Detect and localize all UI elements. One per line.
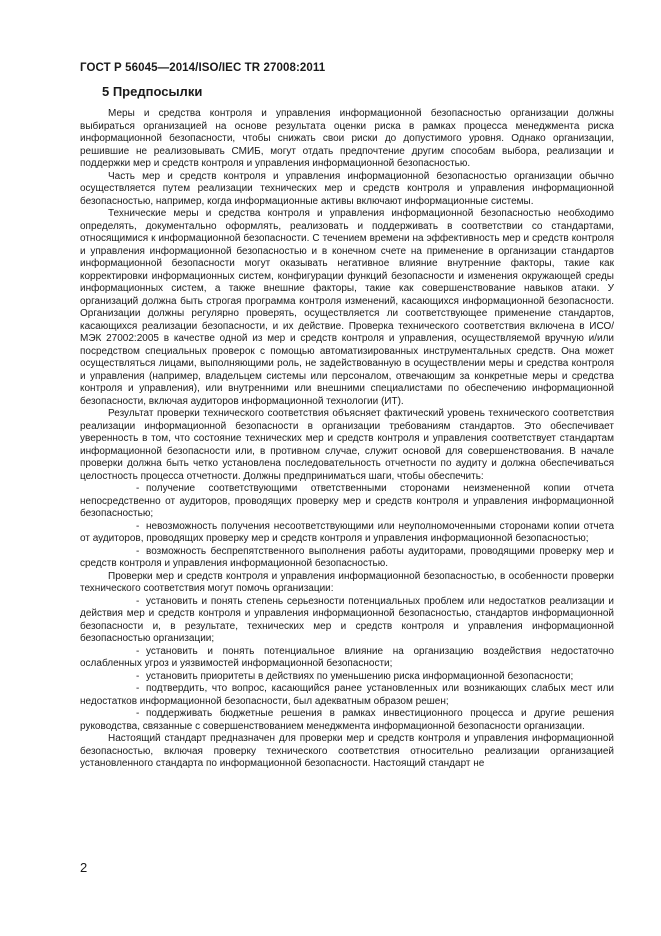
document-body [80,108,614,771]
list-item [80,596,614,646]
section-title: 5 Предпосылки [102,84,203,99]
list-item [80,546,614,571]
list-dash: - [136,595,140,607]
list-item-text: подтвердить, что вопрос, касающийся ранее установленных или возникающих слабых мест или недостатков информационной безопасности, был адекватным образом решен; [80,683,614,707]
list-item [80,521,614,546]
list-item-text: невозможность получения несоответствующими или неуполномоченными сторонами копии отчета от аудиторов, проводящих проверку мер и средств контроля и управления информационной безопасностью; [80,520,614,544]
list-item-text: возможность беспрепятственного выполнения работы аудиторами, проводящими проверку мер и средств контроля и управления информационной безопасностью. [80,545,614,569]
list-item [80,646,614,671]
paragraph: Настоящий стандарт предназначен для проверки мер и средств контроля и управления информационной безопасностью, включая проверку технического соответствия относительно реализации организацией установленного стандарта по информационной безопасности. Настоящий стандарт не [80,733,614,769]
list-item [80,708,614,733]
list-item-text: установить и понять потенциальное влияние на организацию воздействия недостаточно ослабленных угроз и уязвимостей информационной безопасности; [80,645,614,669]
list-dash: - [136,670,140,682]
list-dash: - [136,645,140,657]
list-dash: - [136,520,140,532]
list-dash: - [136,708,140,719]
paragraph: Часть мер и средств контроля и управления информационной безопасностью организации обычно осуществляется путем реализации технических мер и средств контроля и управления информационной безопасностью, например, когда информационные активы включают информационные системы. [80,170,614,207]
document-header: ГОСТ Р 56045—2014/ISO/IEC TR 27008:2011 [80,62,326,74]
list-item [80,483,614,521]
list-item [80,671,614,684]
list-dash: - [136,545,140,557]
paragraph: Проверки мер и средств контроля и управления информационной безопасностью, в особенности проверки технического соответствия могут помочь организации: [80,570,614,594]
list-item-text: установить приоритеты в действиях по уменьшению риска информационной безопасности; [146,670,574,682]
paragraph: Результат проверки технического соответствия объясняет фактический уровень технического соответствия реализации информационной безопасности в организации требованиям стандартов. Это обеспечивает уверенность в том, что состояние технических мер и средств контроля и управления соответствует стандартам информационной безопасности или, в противном случае, служит основой для совершенствования. В начале проверки должна быть четко установлена последовательность отчетности по аудиту и должна обеспечиваться целостность процесса отчетности. Должны предприниматься шаги, чтобы обеспечить: [80,408,614,482]
paragraph: Технические меры и средства контроля и управления информационной безопасностью необходимо определять, документально оформлять, реализовать и поддерживать в соответствии со стандартами, относящимися к информационной безопасности. С течением времени на эффективность мер и средств контроля и управления информационной безопасностью и в конечном счете на применение в организации стандартов информационной безопасности могут оказывать негативное влияние внутренние факторы, такие как корректировки информационных систем, конфигурации функций безопасности и изменения окружающей среды информационных систем, а также внешние факторы, такие как совершенствование навыков атаки. У организаций должна быть строгая программа контроля изменений, касающихся информационной безопасности. Организации должны регулярно проверять, осуществляется ли соответствующее применение стандартов, касающихся реализации безопасности, и их действие. Проверка технического соответствия включена в ИСО/МЭК 27002:2005 в качестве одной из мер и средств контроля и управления, осуществляемой вручную и/или посредством специальных проверок с помощью автоматизированных инструментальных средств. Она может осуществляться лицами, выполняющими роль, не задействованную в осуществлении меры и средства контроля и управления (например, владельцем системы или персоналом, отвечающим за конкретные меры и средства контроля и управления), или внутренними или внешними специалистами по обеспечению информационной безопасности, включая аудиторов информационной технологии (ИТ). [80,208,614,407]
list-item [80,683,614,708]
list-item-text: получение соответствующими ответственными сторонами неизмененной копии отчета непосредственно от аудиторов, проводящих проверку мер и средств контроля и управления информационной безопасностью; [80,483,614,519]
list-dash: - [136,483,140,494]
page-number: 2 [80,860,88,875]
list-item-text: поддерживать бюджетные решения в рамках инвестиционного процесса и другие решения руководства, связанные с совершенствованием менеджмента информационной безопасности организации. [80,708,614,732]
paragraph: Меры и средства контроля и управления информационной безопасностью организации должны выбираться организацией на основе результата оценки риска в рамках процесса менеджмента риска информационной безопасности, чтобы снижать свои риски до допустимого уровня. Однако организации, решившие не реализовывать СМИБ, могут отдать предпочтение другим способам выбора, реализации и поддержки мер и средств контроля и управления информационной безопасностью. [80,108,614,169]
list-dash: - [136,683,140,694]
list-item-text: установить и понять степень серьезности потенциальных проблем или недостатков реализации и действия мер и средств контроля и управления информационной безопасностью, стандартов информационной безопасности и, в результате, технических мер и средств контроля и управления информационной безопасностью организации; [80,595,614,644]
